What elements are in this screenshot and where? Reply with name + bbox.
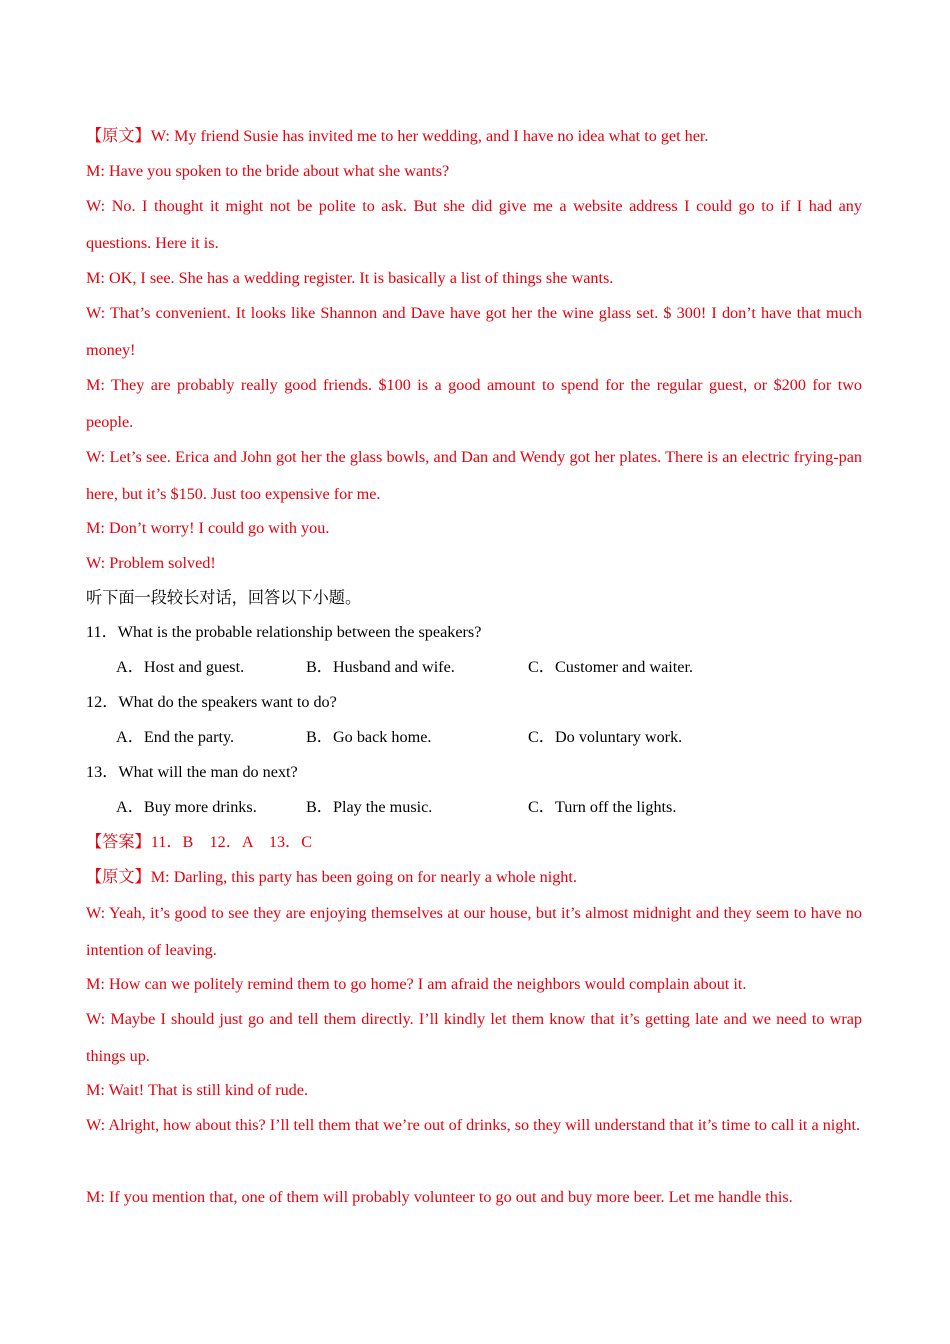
q11-option-b: B．Husband and wife. — [306, 658, 455, 676]
q13-option-c: C．Turn off the lights. — [528, 798, 677, 816]
transcript1-line-4: M: OK, I see. She has a wedding register. It is basically a list of things she wants. — [86, 269, 614, 287]
transcript-tag: 【原文】 — [86, 868, 151, 886]
transcript-tag: 【原文】 — [86, 127, 151, 145]
transcript1-line-2: M: Have you spoken to the bride about what she wants? — [86, 162, 450, 180]
question-11: 11．What is the probable relationship between the speakers? — [86, 623, 482, 641]
transcript2-line-5: M: Wait! That is still kind of rude. — [86, 1081, 309, 1099]
transcript1-line-7: W: Let’s see. Erica and John got her the glass bowls, and Dan and Wendy got her plates. There is an electric frying-pan here, but it’s $150. Just too expensive for me. — [86, 448, 862, 503]
transcript1-line-3: W: No. I thought it might not be polite to ask. But she did give me a website address I could go to if I had any questions. Here it is. — [86, 197, 862, 252]
q13-option-b: B．Play the music. — [306, 798, 433, 816]
transcript1-line-8: M: Don’t worry! I could go with you. — [86, 519, 330, 537]
transcript2-line-2: W: Yeah, it’s good to see they are enjoying themselves at our house, but it’s almost midnight and they seem to have no intention of leaving. — [86, 904, 862, 959]
answer-key: 【答案】11．B 12．A 13．C — [86, 833, 313, 851]
transcript2-line-1: 【原文】M: Darling, this party has been going on for nearly a whole night. — [86, 868, 577, 886]
answer-tag: 【答案】 — [86, 833, 151, 851]
transcript1-line-9: W: Problem solved! — [86, 554, 216, 572]
q12-option-a: A．End the party. — [116, 728, 235, 746]
transcript2-line-3: M: How can we politely remind them to go home? I am afraid the neighbors would complain about it. — [86, 975, 747, 993]
question-12: 12．What do the speakers want to do? — [86, 693, 337, 711]
transcript1-line-5: W: That’s convenient. It looks like Shannon and Dave have got her the wine glass set. $ 300! I don’t have that much money! — [86, 304, 862, 359]
transcript2-line-7: M: If you mention that, one of them will probably volunteer to go out and buy more beer. Let me handle this. — [86, 1188, 793, 1206]
q12-option-b: B．Go back home. — [306, 728, 432, 746]
transcript2-line-6: W: Alright, how about this? I’ll tell them that we’re out of drinks, so they will understand that it’s time to call it a night. — [86, 1116, 861, 1134]
q11-option-c: C．Customer and waiter. — [528, 658, 693, 676]
q11-option-a: A．Host and guest. — [116, 658, 245, 676]
q12-option-c: C．Do voluntary work. — [528, 728, 683, 746]
transcript1-line-6: M: They are probably really good friends. $100 is a good amount to spend for the regular guest, or $200 for two people. — [86, 376, 862, 431]
section-instruction: 听下面一段较长对话，回答以下小题。 — [86, 589, 362, 607]
transcript1-line-1: 【原文】W: My friend Susie has invited me to her wedding, and I have no idea what to get her. — [86, 127, 709, 145]
question-13: 13．What will the man do next? — [86, 763, 298, 781]
transcript2-line-4: W: Maybe I should just go and tell them directly. I’ll kindly let them know that it’s getting late and we need to wrap things up. — [86, 1010, 862, 1065]
q13-option-a: A．Buy more drinks. — [116, 798, 257, 816]
